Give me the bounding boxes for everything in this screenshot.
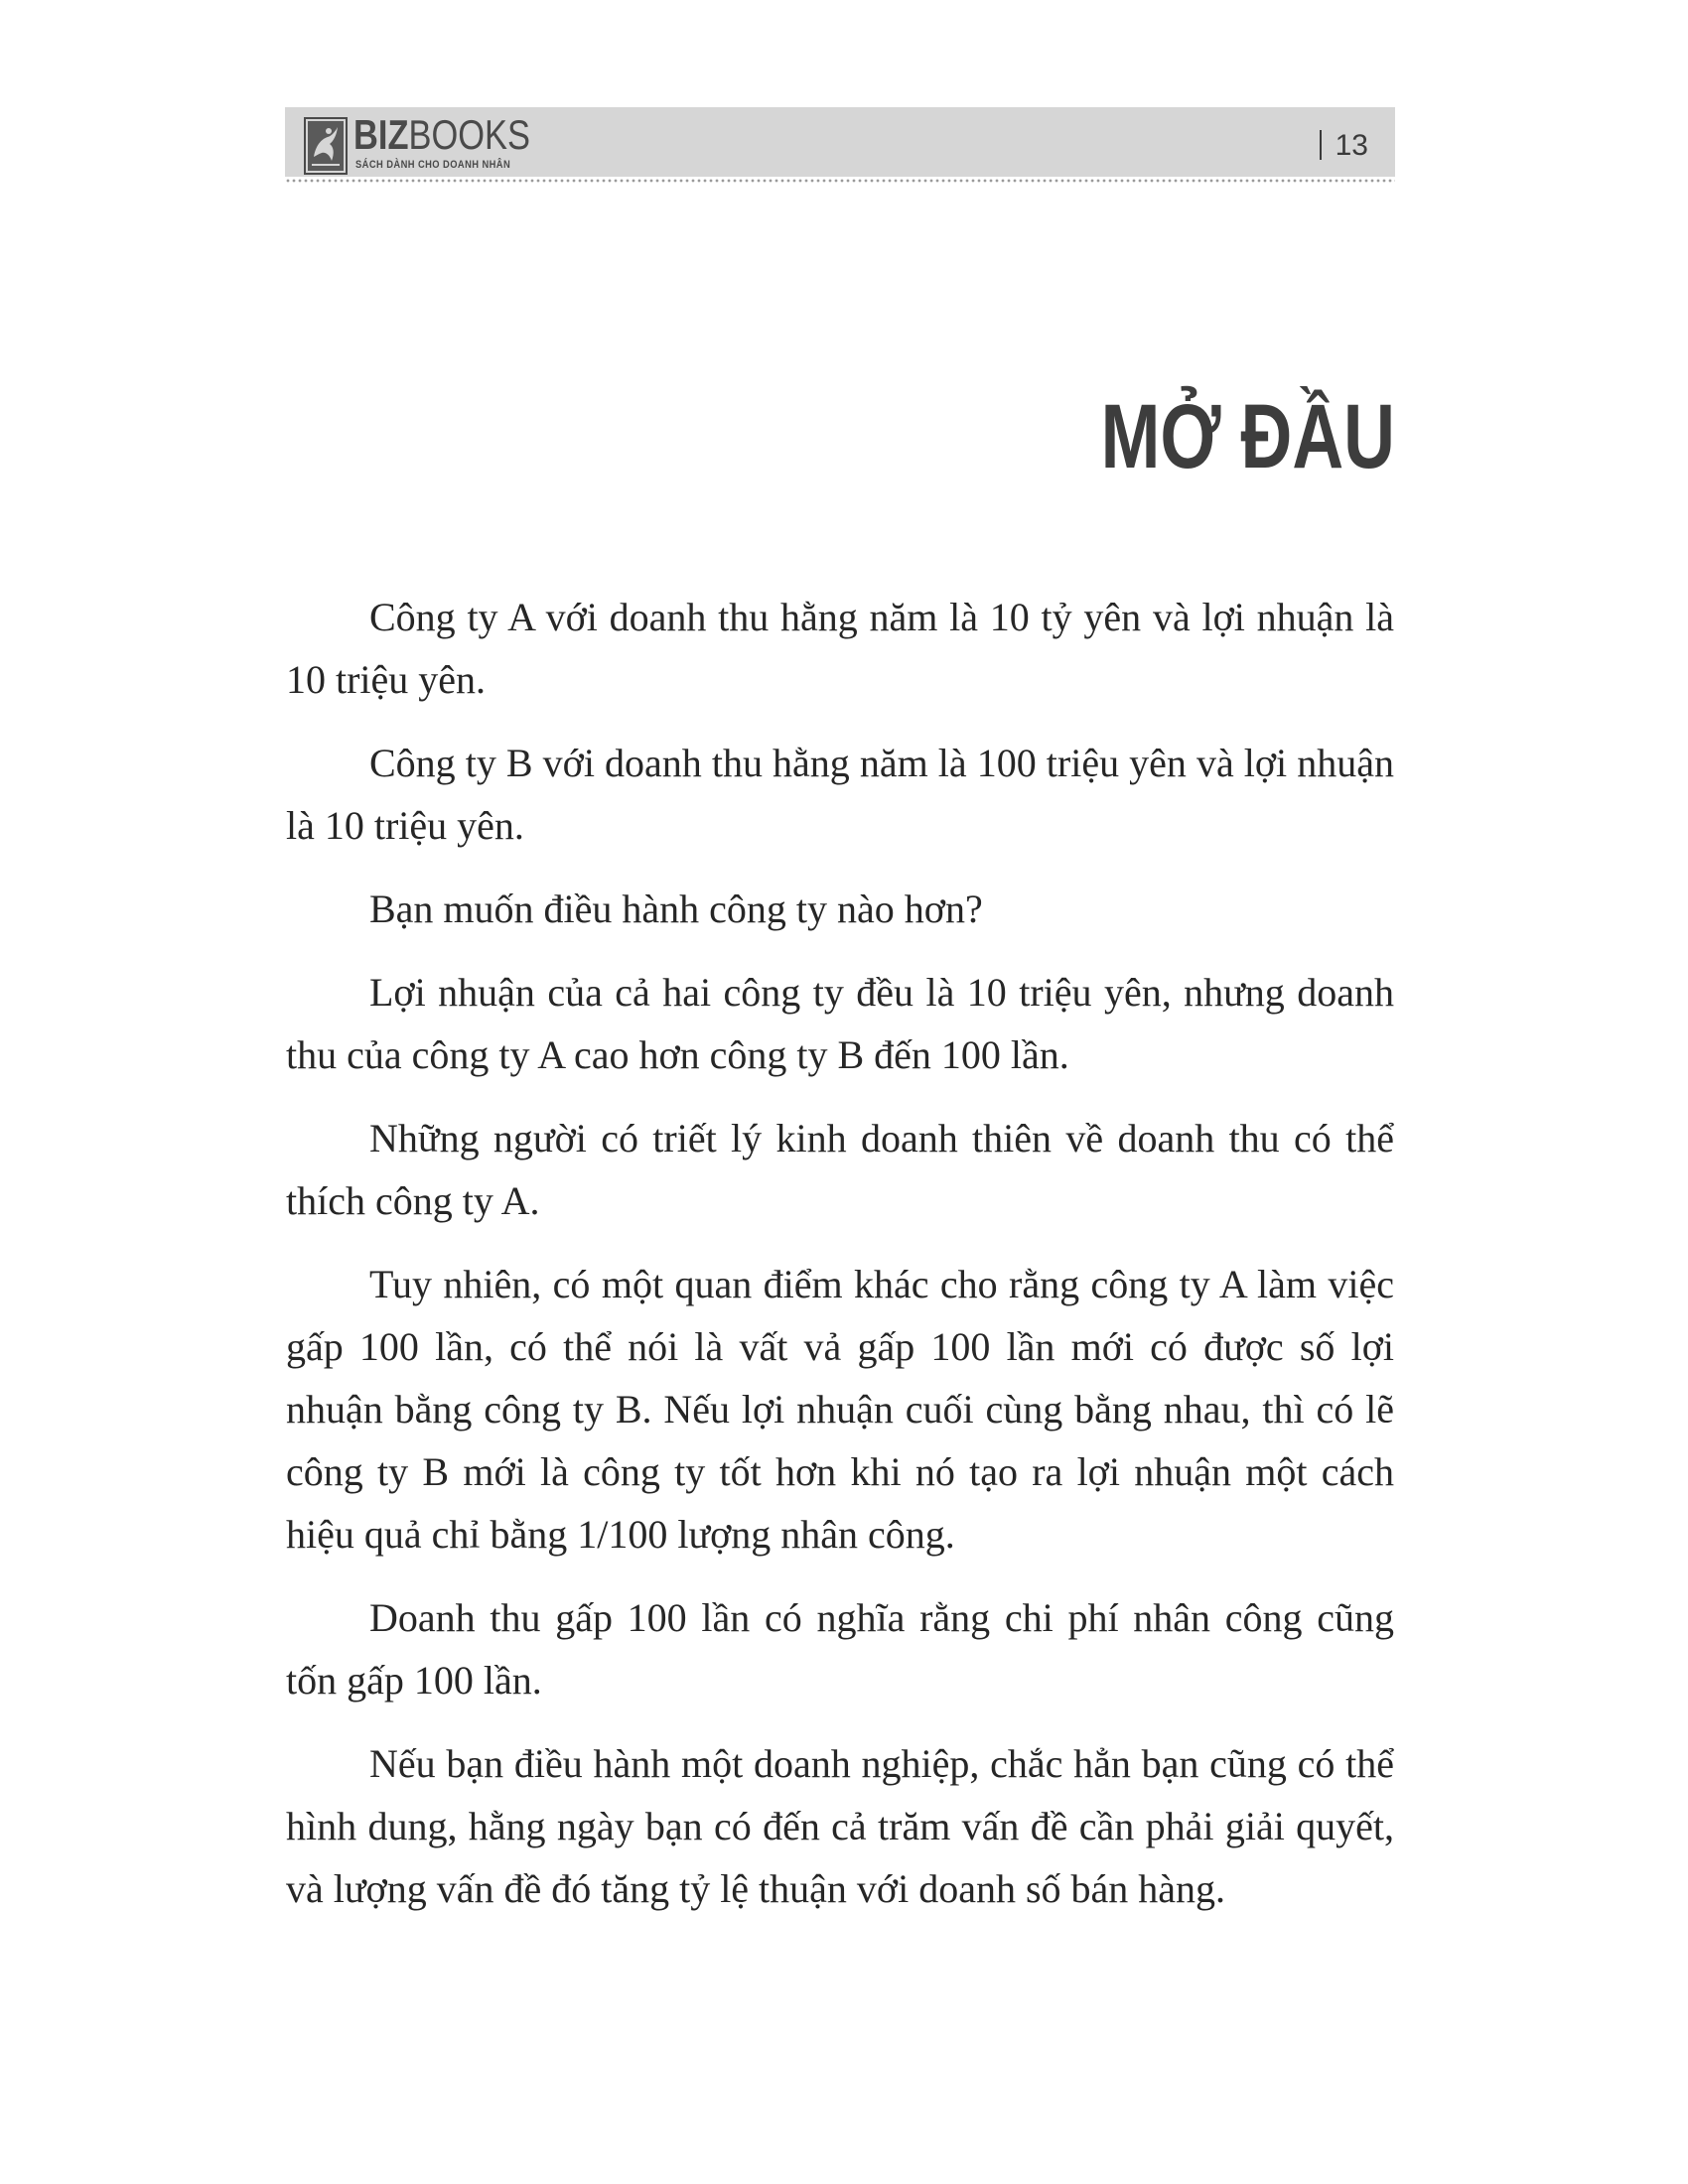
page-number-value: 13 [1335,129,1368,162]
brand-tagline: SÁCH DÀNH CHO DOANH NHÂN [355,159,511,171]
paragraph: Công ty A với doanh thu hằng năm là 10 tỷ yên và lợi nhuận là 10 triệu yên. [286,595,1394,702]
body-text [286,586,1394,1941]
chapter-title: MỞ ĐẦU [1100,386,1395,487]
paragraph: Những người có triết lý kinh doanh thiên về doanh thu có thể thích công ty A. [286,1116,1394,1223]
paragraph: Lợi nhuận của cả hai công ty đều là 10 triệu yên, nhưng doanh thu của công ty A cao hơn công ty B đến 100 lần. [286,970,1394,1077]
bizbooks-emblem-icon [304,117,348,175]
paragraph: Tuy nhiên, có một quan điểm khác cho rằng công ty A làm việc gấp 100 lần, có thể nói là vất vả gấp 100 lần mới có được số lợi nhuận bằng công ty B. Nếu lợi nhuận cuối cùng bằng nhau, thì có lẽ công ty B mới là công ty tốt hơn khi nó tạo ra lợi nhuận một cách hiệu quả chỉ bằng 1/100 lượng nhân công. [286,1262,1394,1557]
paragraph: Nếu bạn điều hành một doanh nghiệp, chắc hẳn bạn cũng có thể hình dung, hằng ngày bạn có đến cả trăm vấn đề cần phải giải quyết, và lượng vấn đề đó tăng tỷ lệ thuận với doanh số bán hàng. [286,1741,1394,1911]
paragraph: Bạn muốn điều hành công ty nào hơn? [369,887,983,931]
header-dotted-border [285,177,1395,185]
brand-rest: BOOKS [408,111,530,158]
paragraph: Doanh thu gấp 100 lần có nghĩa rằng chi phí nhân công cũng tốn gấp 100 lần. [286,1595,1394,1703]
page-number-separator [1320,130,1322,160]
page-number [1320,129,1368,163]
brand-bold: BIZ [353,111,409,158]
brand-logo-text [353,112,530,158]
paragraph: Công ty B với doanh thu hằng năm là 100 triệu yên và lợi nhuận là 10 triệu yên. [286,741,1394,848]
